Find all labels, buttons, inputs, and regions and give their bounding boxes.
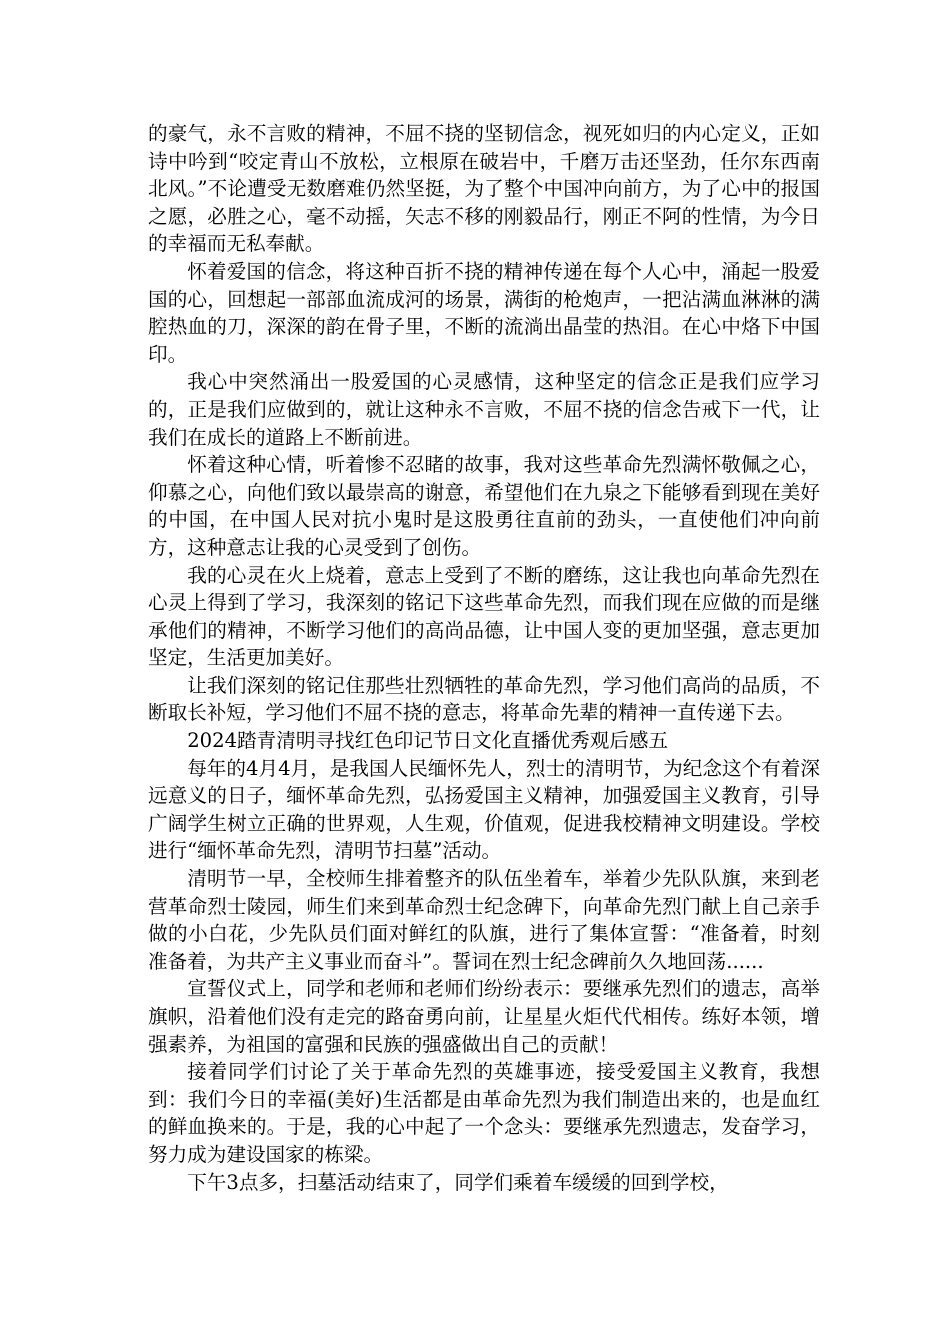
paragraph: 宣誓仪式上，同学和老师和老师们纷纷表示：要继承先烈们的遗志，高举旗帜，沿着他们没有走完的路奋勇向前，让星星火炬代代相传。练好本领，增强素养，为祖国的富强和民族的强盛做出自己的贡献！ [148, 977, 820, 1056]
paragraph: 让我们深刻的铭记住那些壮烈牺牲的革命先烈，学习他们高尚的品质，不断取长补短，学习他们不屈不挠的意志，将革命先辈的精神一直传递下去。 [148, 673, 820, 725]
paragraph: 怀着爱国的信念，将这种百折不挠的精神传递在每个人心中，涌起一股爱国的心，回想起一部部血流成河的场景，满街的枪炮声，一把沾满血淋淋的满腔热血的刀，深深的韵在骨子里，不断的流淌出晶莹的热泪。在心中烙下中国印。 [148, 259, 820, 366]
paragraph: 每年的4月4月，是我国人民缅怀先人，烈士的清明节，为纪念这个有着深远意义的日子，缅怀革命先烈，弘扬爱国主义精神，加强爱国主义教育，引导广阔学生树立正确的世界观，人生观，价值观，促进我校精神文明建设。学校进行“缅怀革命先烈，清明节扫墓”活动。 [148, 756, 820, 863]
paragraph: 清明节一早，全校师生排着整齐的队伍坐着车，举着少先队队旗，来到老营革命烈士陵园，师生们来到革命烈士纪念碑下，向革命先烈门献上自己亲手做的小白花，少先队员们面对鲜红的队旗，进行了集体宣誓：“准备着，时刻准备着，为共产主义事业而奋斗”。誓词在烈士纪念碑前久久地回荡...... [148, 867, 820, 973]
document-page [148, 120, 820, 1196]
paragraph: 我心中突然涌出一股爱国的心灵感情，这种坚定的信念正是我们应学习的，正是我们应做到的，就让这种永不言败，不屈不挠的信念告戒下一代，让我们在成长的道路上不断前进。 [148, 370, 820, 449]
paragraph: 接着同学们讨论了关于革命先烈的英雄事迹，接受爱国主义教育，我想到：我们今日的幸福(美好)生活都是由革命先烈为我们制造出来的，也是血红的鲜血换来的。于是，我的心中起了一个念头：要继承先烈遗志，发奋学习，努力成为建设国家的栋梁。 [148, 1060, 820, 1166]
paragraph: 我的心灵在火上烧着，意志上受到了不断的磨练，这让我也向革命先烈在心灵上得到了学习，我深刻的铭记下这些革命先烈，而我们现在应做的而是继承他们的精神，不断学习他们的高尚品德，让中国人变的更加坚强，意志更加坚定，生活更加美好。 [148, 563, 820, 670]
paragraph: 怀着这种心情，听着惨不忍睹的故事，我对这些革命先烈满怀敬佩之心，仰慕之心，向他们致以最崇高的谢意，希望他们在九泉之下能够看到现在美好的中国，在中国人民对抗小鬼时是这股勇往直前的劲头，一直使他们冲向前方，这种意志让我的心灵受到了创伤。 [148, 453, 820, 559]
section-heading: 2024踏青清明寻找红色印记节日文化直播优秀观后感五 [187, 729, 669, 753]
paragraph-continues: 下午3点多，扫墓活动结束了，同学们乘着车缓缓的回到学校， [187, 1170, 729, 1194]
paragraph-continued: 的豪气，永不言败的精神，不屈不挠的坚韧信念，视死如归的内心定义，正如诗中吟到“咬定青山不放松，立根原在破岩中，千磨万击还坚劲，任尔东西南北风。”不论遭受无数磨难仍然坚挺，为了整个中国冲向前方，为了心中的报国之愿，必胜之心，毫不动摇，矢志不移的刚毅品行，刚正不阿的性情，为今日的幸福而无私奉献。 [148, 122, 820, 256]
